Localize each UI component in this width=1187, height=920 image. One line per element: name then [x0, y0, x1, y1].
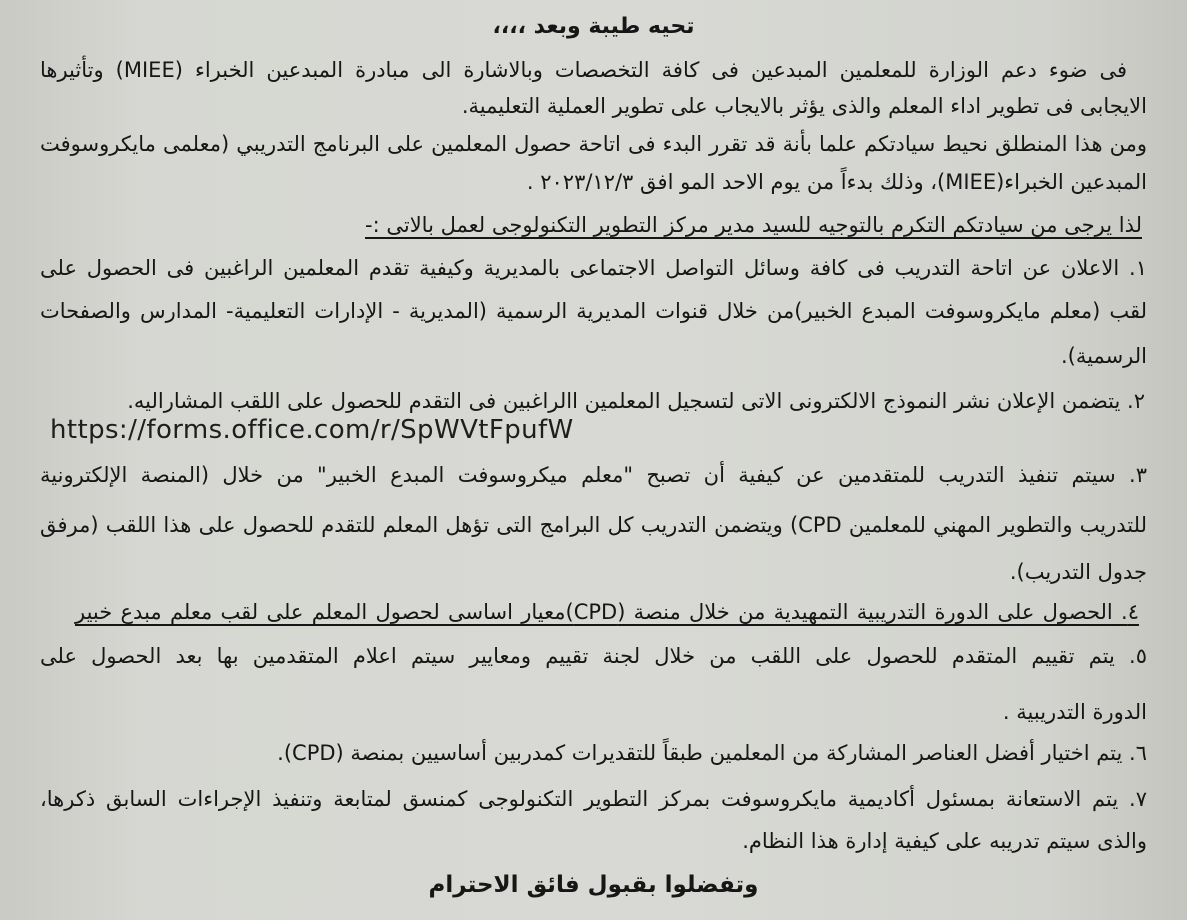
request-heading: لذا يرجى من سيادتكم التكرم بالتوجيه للسيد مدير مركز التطوير التكنولوجى لعمل بالاتى :- [365, 213, 1142, 237]
item-4-line: ٤. الحصول على الدورة التدريبية التمهيدية من خلال منصة (CPD)معيار اساسى لحصول المعلم على لقب معلم مبدع خبير [75, 600, 1139, 624]
intro-line-2: الايجابى فى تطوير اداء المعلم والذى يؤثر بالايجاب على تطوير العملية التعليمية. [461, 94, 1147, 118]
item-6-line: ٦. يتم اختيار أفضل العناصر المشاركة من المعلمين طبقاً للتقديرات كمدربين أساسيين بمنصة (CPD). [277, 741, 1147, 765]
item-3-line-1: ٣. سيتم تنفيذ التدريب للمتقدمين عن كيفية أن تصبح "معلم ميكروسوفت المبدع الخبير" من خلال (المنصة الإلكترونية [40, 463, 1147, 487]
intro-line-4: المبدعين الخبراء(MIEE)، وذلك بدءاً من يوم الاحد المو افق ٢٠٢٣/١٢/٣ . [526, 170, 1147, 194]
item-7-line-2: والذى سيتم تدريبه على كيفية إدارة هذا النظام. [742, 829, 1147, 853]
item-1-line-3: الرسمية). [1060, 344, 1147, 368]
intro-line-3: ومن هذا المنطلق نحيط سيادتكم علما بأنة قد تقرر البدء فى اتاحة حصول المعلمين على البرنامج التدريبي (معلمى مايكروسوفت [40, 132, 1147, 156]
item-2-line: ٢. يتضمن الإعلان نشر النموذج الالكترونى الاتى لتسجيل المعلمين االراغبين فى التقدم للحصول على اللقب المشاراليه. [127, 389, 1145, 413]
item-1-line-1: ١. الاعلان عن اتاحة التدريب فى كافة وسائل التواصل الاجتماعى بالمديرية وكيفية تقدم المعلمين الراغبين فى الحصول على [40, 256, 1147, 280]
item-5-line-2: الدورة التدريبية . [1002, 700, 1147, 724]
item-5-line-1: ٥. يتم تقييم المتقدم للحصول على اللقب من خلال لجنة تقييم ومعايير سيتم اعلام المتقدمين بها بعد الحصول على [40, 644, 1147, 668]
form-url-link[interactable]: https://forms.office.com/r/SpWVtFpufW [50, 415, 574, 445]
item-3-line-2: للتدريب والتطوير المهني للمعلمين CPD) ويتضمن التدريب كل البرامج التى تؤهل المعلم للتقدم للحصول على هذا اللقب (مرفق [40, 513, 1147, 537]
item-3-line-3: جدول التدريب). [1009, 560, 1147, 584]
intro-line-1: فى ضوء دعم الوزارة للمعلمين المبدعين فى كافة التخصصات وبالاشارة الى مبادرة المبدعين الخبراء (MIEE) وتأثيرها [40, 58, 1127, 82]
item-7-line-1: ٧. يتم الاستعانة بمسئول أكاديمية مايكروسوفت بمركز التطوير التكنولوجى كمنسق لمتابعة وتنفيذ الإجراءات السابق ذكرها، [40, 787, 1147, 811]
greeting-heading: تحيه طيبة وبعد ،،،، [492, 14, 695, 39]
closing-line: وتفضلوا بقبول فائق الاحترام [428, 872, 759, 898]
item-1-line-2: لقب (معلم مايكروسوفت المبدع الخبير)من خلال قنوات المديرية الرسمية (المديرية - الإدارات التعليمية- المدارس والصفحات [40, 299, 1147, 323]
